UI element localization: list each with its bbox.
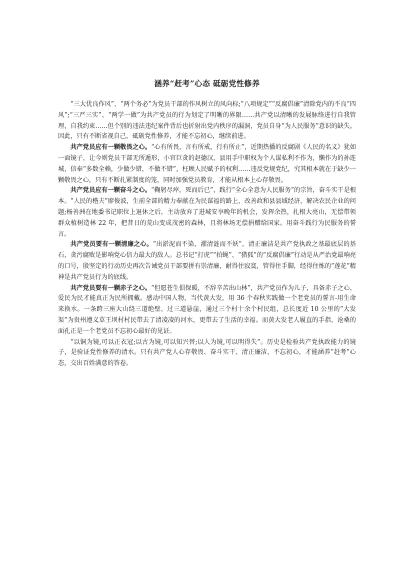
paragraph-text: “以铜为镜,可以正衣冠;以古为镜,可以知兴替;以人为镜,可以明得失”。历史是检验共产党执政能力的镜子，是验证党性修养的清水。只有共产党人心存敬畏、奋斗实干、清正廉洁、不忘初心，才能涵养“赶考”心态，交出百姓满意的答卷。 xyxy=(58,338,356,368)
paragraph-integrity xyxy=(58,240,356,283)
paragraph-lead: 共产党员应有一颗敬畏之心。 xyxy=(70,144,152,152)
paragraph-lead: 共产党员要有一颗清廉之心。 xyxy=(70,241,153,249)
paragraph-lead: 共产党员应有一颗奋斗之心。 xyxy=(70,187,152,195)
paragraph-text: “但愿苍生俱保暖，不辞辛苦出山林”，共产党员作为儿子，具备赤子之心，爱民为民才能真正为民所拥戴。感动中国人物，当代黄大发，用 36 个春秋实践做一个老党员的誓言-用生命来换水。一条跨三座大山绕三道绝壁、过三道悬崖，通过三个村十余个村民组，总长度近 10 公里的“大发渠”为贵州遵义草王坝村村民带去了清凌凌的河水，更带去了生活的幸福。而黄大发老人履直的手指、沧桑的面孔正是一个老党员不忘初心最好的见证。 xyxy=(58,284,357,335)
paragraph-struggle xyxy=(58,186,356,240)
paragraph-awe xyxy=(58,143,356,186)
paragraph-conclusion xyxy=(58,338,356,370)
paragraph-text: “鞠躬尽瘁，死而后已”，践行“全心全意为人民服务”的宗旨，奋斗实干是根本。“人民的楷夫”廖俊波，生前全部的精力奉献在为民谋福的路上，改善政和县县域经济，解决农民企业的问题;杨善洲在地委书记职位上退休之后，主动放弃了进城安享晚年的机会，发挥余热，扎根大亮山，无偿带领群众植树造林 22 年，把昔日的荒山变成茂密的森林，且将林场无偿捐赠给国家。用奋斗践行为民服务的誓言。 xyxy=(58,187,357,238)
paragraph-text: “出淤泥而不染，濯清涟而不妖”，清正廉洁是共产党执政之基最底层的基石，贪污腐败是影响党心信力最大的敌人。总书记“打虎”“拍蝇”、“猎狐”的“反腐倡廉”行动是从严治党最响亮的口号，殷坚定的行动历史再次告诫党员干部要拼有崇清廉，耐得住寂寞，管得住手脚，经得住炼的“莲花”精神是共产党员行为的底线。 xyxy=(58,241,356,281)
paragraph-devotion xyxy=(58,284,356,338)
paragraph-text: “三大优良作风”、“两个务必”为党员干部的作风树立的风向标;“八项规定”“反腐倡廉”清除党内的不良“四风”;“三严三实”、“两学一做”为共产党员的行为划定了明晰的界限……共产党以清晰的发展脉络进行自我管理，自我约束……但个别的违法违纪案件背后也折射出党内秩序的漏洞，党员自身“为人民服务”意识的缺失。因此，只有不断省视自己，砥砺党性修养，才能不忘初心，继续前进。 xyxy=(58,101,356,141)
paragraph-text: “心有所畏，言有所戒，行有所止”，近期热播的反腐剧《人民的名义》犹如一面镜子，让今则党员干部无所遁形，小官巨贪的赵德汉，县用手中职权为个人谋私利不作为，懒作为的孙连城，信奉“多数全赖，少做少错，不做不错”，枉顾人民赋予的权利……违反党规党纪，究其根本就在于缺少一颗敬畏之心，只有不断扎紧制度的笼，同时加强党员教育，才能从根本上心存敬畏。 xyxy=(58,144,357,184)
paragraph-lead: 共产党员要有一颗赤子之心。 xyxy=(70,284,152,292)
document-title: 涵养“赶考”心态 砥砺党性修养 xyxy=(154,79,260,88)
paragraph-intro xyxy=(58,100,356,143)
